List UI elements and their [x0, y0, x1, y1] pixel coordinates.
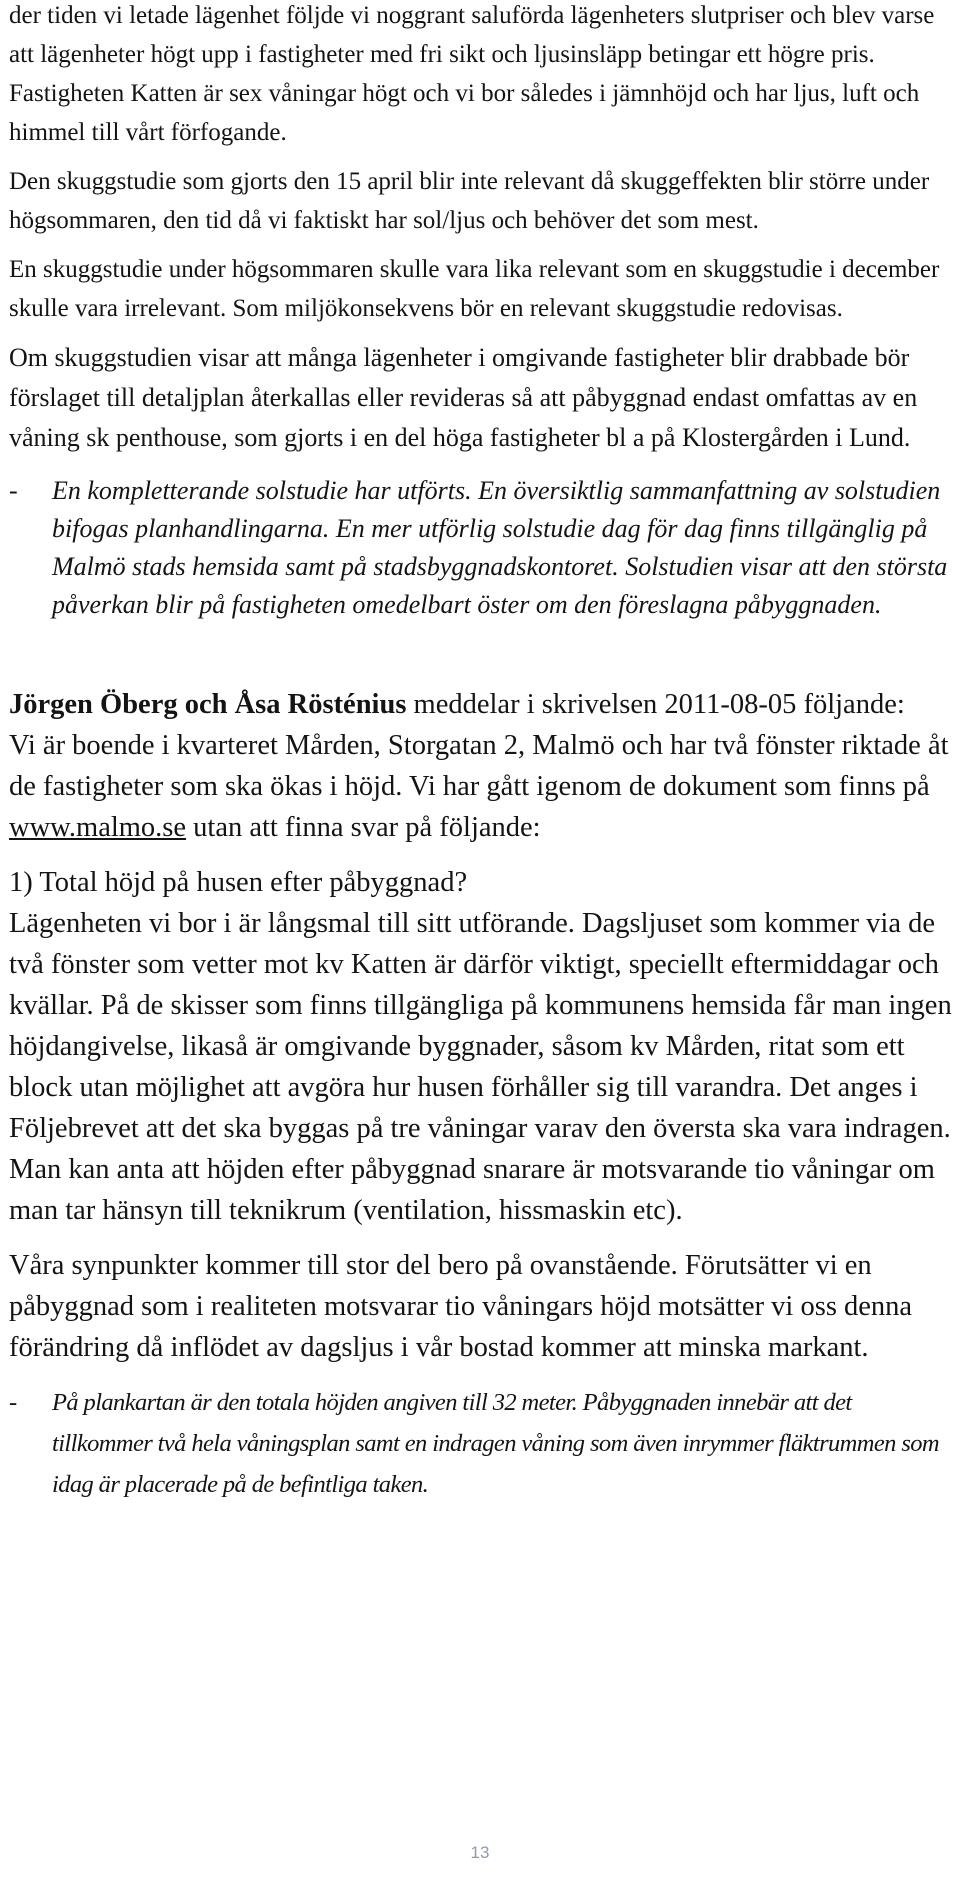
paragraph-shadow-study-consequence: Om skuggstudien visar att många lägenheter i omgivande fastigheter blir drabbade bör förslaget till detaljplan återkallas eller revideras så att påbyggnad endast omfattas av en våning sk penthouse, som gjorts i en del höga fastigheter bl a på Klostergården i Lund.: [9, 343, 918, 452]
letter-intro-text: meddelar i skrivelsen 2011-08-05 följande:: [406, 689, 905, 720]
document-page: [9, 0, 953, 1505]
letter-intro: [9, 684, 953, 848]
bullet-dash: -: [9, 476, 18, 505]
response-building-height-text: På plankartan är den totala höjden angiven till 32 meter. Påbyggnaden innebär att det tillkommer två hela våningsplan samt en indragen våning som även inrymmer fläktrummen som idag är placerade på de befintliga taken.: [52, 1389, 939, 1498]
question-1-heading: 1) Total höjd på husen efter påbyggnad?: [9, 867, 468, 898]
paragraph-shadow-study-summer: En skuggstudie under högsommaren skulle vara lika relevant som en skuggstudie i december skulle vara irrelevant. Som miljökonsekvens bör en relevant skuggstudie redovisas.: [9, 256, 940, 322]
response-building-height: [9, 1382, 953, 1505]
letter-senders: Jörgen Öberg och Åsa Rösténius: [9, 689, 407, 720]
letter-body-text: Vi är boende i kvarteret Mården, Storgatan 2, Malmö och har två fönster riktade åt de fastigheter som ska ökas i höjd. Vi har gått igenom de dokument som finns på: [9, 730, 949, 802]
response-sun-study: [9, 472, 953, 624]
malmo-website-link[interactable]: www.malmo.se: [9, 812, 187, 843]
page-number: 13: [470, 1843, 490, 1862]
paragraph-views: Våra synpunkter kommer till stor del bero på ovanstående. Förutsätter vi en påbyggnad som i realiteten motsvarar tio våningars höjd motsätter vi oss denna förändring då inflödet av dagsljus i vår bostad kommer att minska markant.: [9, 1250, 913, 1363]
question-1: [9, 862, 953, 1231]
question-1-text: Lägenheten vi bor i är långsmal till sitt utförande. Dagsljuset som kommer via de två fönster som vetter mot kv Katten är därför viktigt, speciellt eftermiddagar och kvällar. På de skisser som finns tillgängliga på kommunens hemsida får man ingen höjdangivelse, likaså är omgivande byggnader, såsom kv Mården, ritat som ett block utan möjlighet att avgöra hur husen förhåller sig till varandra. Det anges i Följebrevet att det ska byggas på tre våningar varav den översta ska vara indragen. Man kan anta att höjden efter påbyggnad snarare är motsvarande tio våningar om man tar hänsyn till teknikrum (ventilation, hissmaskin etc).: [9, 908, 952, 1226]
bullet-dash: -: [9, 1389, 17, 1416]
paragraph-shadow-study-april: Den skuggstudie som gjorts den 15 april blir inte relevant då skuggeffekten blir större under högsommaren, den tid då vi faktiskt har sol/ljus och behöver det som mest.: [9, 168, 930, 234]
letter-body-text-end: utan att finna svar på följande:: [186, 812, 541, 843]
response-sun-study-text: En kompletterande solstudie har utförts. En översiktlig sammanfattning av solstudien bifogas planhandlingarna. En mer utförlig solstudie dag för dag finns tillgänglig på Malmö stads hemsida samt på stadsbyggnadskontoret. Solstudien visar att den största påverkan blir på fastigheten omedelbart öster om den föreslagna påbyggnaden.: [52, 476, 948, 619]
paragraph-apartment-prices: der tiden vi letade lägenhet följde vi noggrant saluförda lägenheters slutpriser och blev varse att lägenheter högt upp i fastigheter med fri sikt och ljusinsläpp betingar ett högre pris. Fastigheten Katten är sex våningar högt och vi bor således i jämnhöjd och har ljus, luft och himmel till vårt förfogande.: [9, 2, 935, 146]
